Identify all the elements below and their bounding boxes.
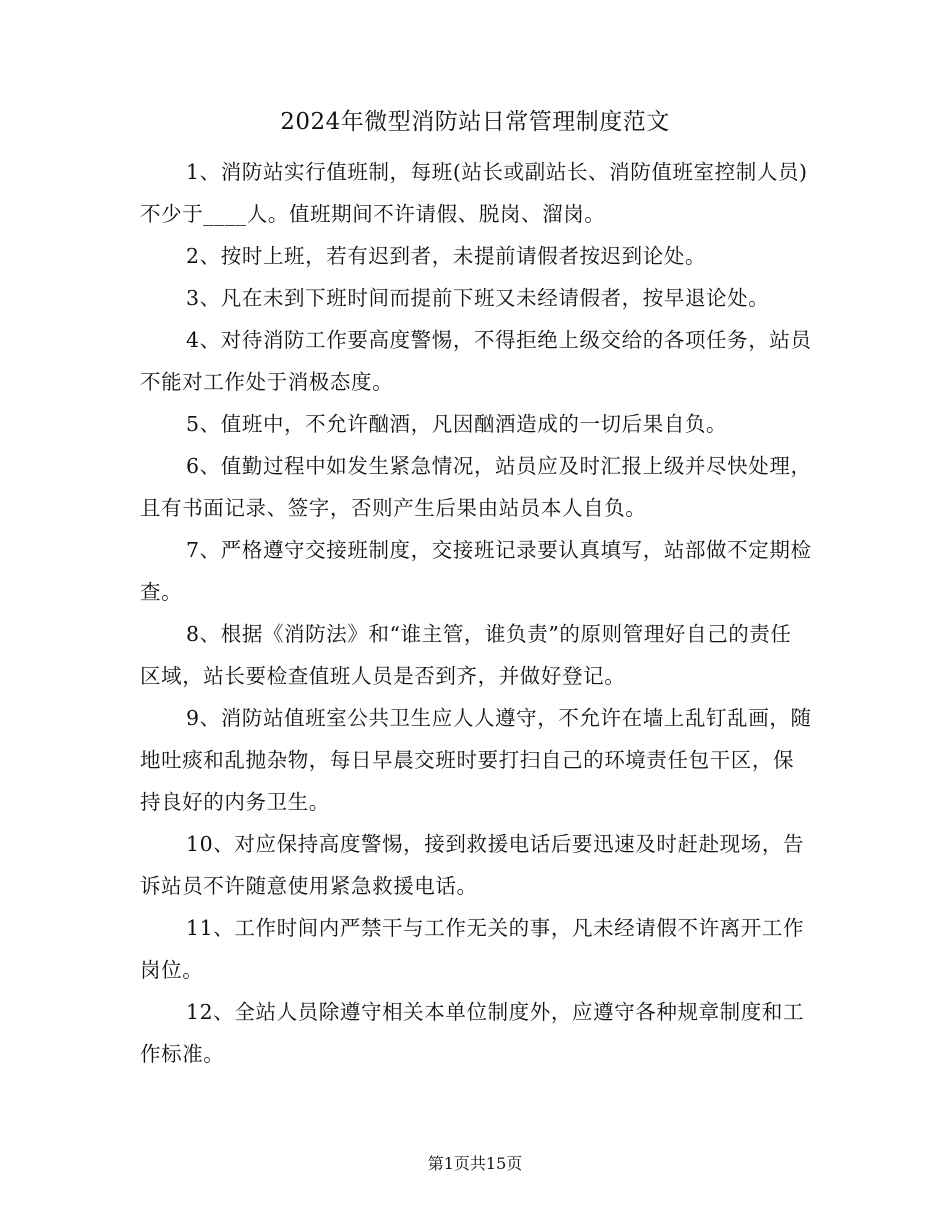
clause-8: 8、根据《消防法》和“谁主管，谁负责”的原则管理好自己的责任区域，站长要检查值班人员是否到齐，并做好登记。 bbox=[140, 622, 792, 688]
clause-3: 3、凡在未到下班时间而提前下班又未经请假者，按早退论处。 bbox=[186, 286, 770, 310]
clause-9: 9、消防站值班室公共卫生应人人遵守，不允许在墙上乱钉乱画，随地吐痰和乱抛杂物，每日早晨交班时要打扫自己的环境责任包干区，保持良好的内务卫生。 bbox=[140, 706, 812, 814]
clause-5: 5、值班中，不允许酗酒，凡因酗酒造成的一切后果自负。 bbox=[186, 412, 728, 436]
clause-10: 10、对应保持高度警惕，接到救援电话后要迅速及时赶赴现场，告诉站员不许随意使用紧急救援电话。 bbox=[140, 832, 805, 898]
clause-6: 6、值勤过程中如发生紧急情况，站员应及时汇报上级并尽快处理，且有书面记录、签字，否则产生后果由站员本人自负。 bbox=[140, 454, 812, 520]
clause-11: 11、工作时间内严禁干与工作无关的事，凡未经请假不许离开工作岗位。 bbox=[140, 916, 805, 982]
clause-1: 1、消防站实行值班制，每班(站长或副站长、消防值班室控制人员)不少于____人。值班期间不许请假、脱岗、溜岗。 bbox=[140, 160, 808, 226]
document-title: 2024年微型消防站日常管理制度范文 bbox=[280, 109, 670, 135]
clause-4: 4、对待消防工作要高度警惕，不得拒绝上级交给的各项任务，站员不能对工作处于消极态度。 bbox=[140, 328, 812, 394]
clause-2: 2、按时上班，若有迟到者，未提前请假者按迟到论处。 bbox=[186, 244, 707, 268]
document-body bbox=[140, 151, 812, 1075]
page-number-footer: 第1页共15页 bbox=[427, 1154, 523, 1173]
clause-12: 12、全站人员除遵守相关本单位制度外，应遵守各种规章制度和工作标准。 bbox=[140, 1000, 805, 1066]
clause-7: 7、严格遵守交接班制度，交接班记录要认真填写，站部做不定期检查。 bbox=[140, 538, 812, 604]
